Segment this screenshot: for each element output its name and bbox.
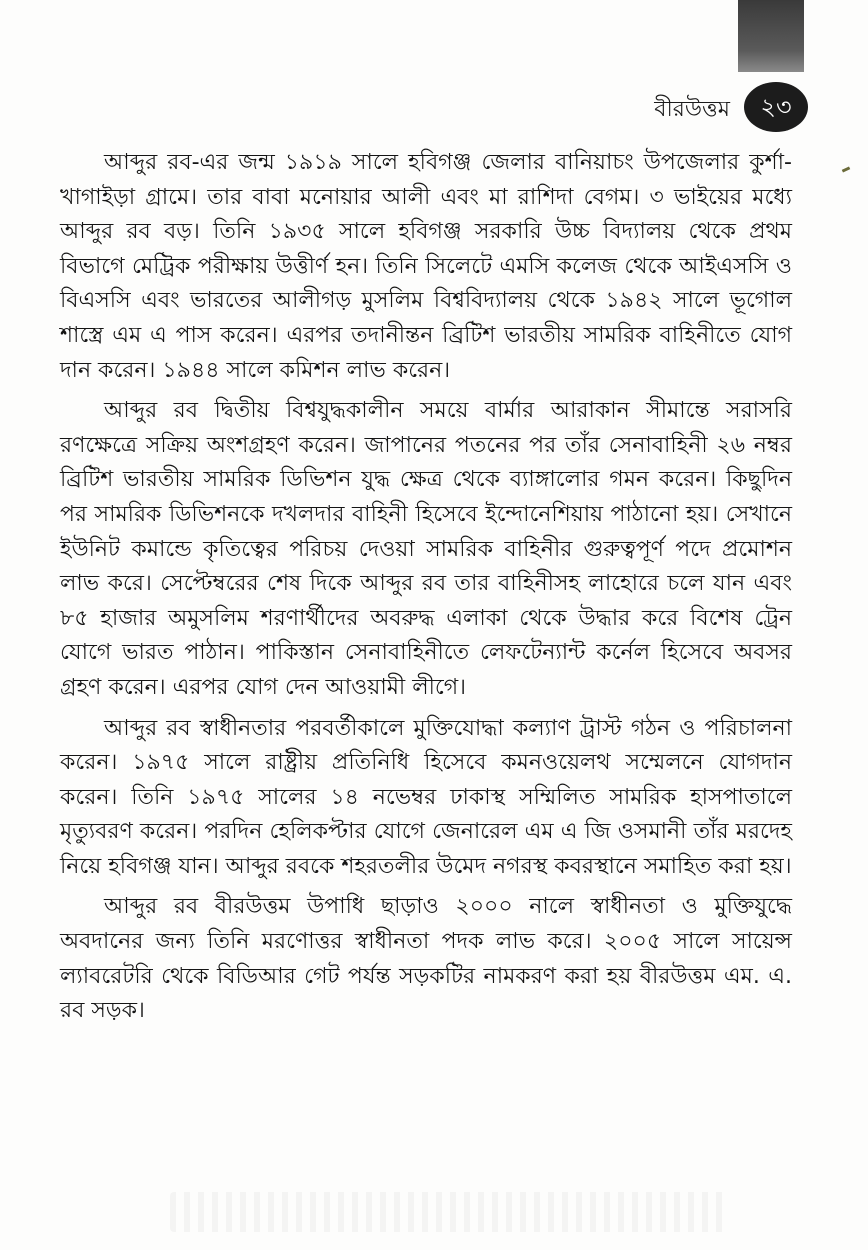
body-text bbox=[60, 146, 792, 1035]
scan-speck bbox=[842, 166, 851, 172]
paragraph-honours: আব্দুর রব বীরউত্তম উপাধি ছাড়াও ২০০০ নালে স্বাধীনতা ও মুক্তিযুদ্ধে অবদানের জন্য তিনি মরণোত্তর স্বাধীনতা পদক লাভ করে। ২০০৫ সালে সায়েন্স ল্যাবরেটরি থেকে বিডিআর গেট পর্যন্ত সড়কটির নামকরণ করা হয় বীরউত্তম এম. এ. রব সড়ক। bbox=[60, 894, 792, 1024]
running-header bbox=[560, 82, 860, 132]
page-edge-tab bbox=[738, 0, 804, 72]
show-through-text bbox=[170, 1192, 730, 1232]
running-title: বীরউত্তম bbox=[654, 97, 730, 122]
paragraph-military-service: আব্দুর রব দ্বিতীয় বিশ্বযুদ্ধকালীন সময়ে বার্মার আরাকান সীমান্তে সরাসরি রণক্ষেত্রে সক্রিয় অংশগ্রহণ করেন। জাপানের পতনের পর তাঁর সেনাবাহিনী ২৬ নম্বর ব্রিটিশ ভারতীয় সামরিক ডিভিশন যুদ্ধ ক্ষেত্র থেকে ব্যাঙ্গালোর গমন করেন। কিছুদিন পর সামরিক ডিভিশনকে দখলদার বাহিনী হিসেবে ইন্দোনেশিয়ায় পাঠানো হয়। সেখানে ইউনিট কমান্ডে কৃতিত্বের পরিচয় দেওয়া সামরিক বাহিনীর গুরুত্বপূর্ণ পদে প্রমোশন লাভ করে। সেপ্টেম্বরের শেষ দিকে আব্দুর রব তার বাহিনীসহ লাহোরে চলে যান এবং ৮৫ হাজার অমুসলিম শরণার্থীদের অবরুদ্ধ এলাকা থেকে উদ্ধার করে বিশেষ ট্রেন যোগে ভারত পাঠান। পাকিস্তান সেনাবাহিনীতে লেফটেন্যান্ট কর্নেল হিসেবে অবসর গ্রহণ করেন। এরপর যোগ দেন আওয়ামী লীগে। bbox=[60, 398, 792, 700]
page-number-badge: ২৩ bbox=[744, 82, 808, 132]
paragraph-post-independence: আব্দুর রব স্বাধীনতার পরবর্তীকালে মুক্তিযোদ্ধা কল্যাণ ট্রাস্ট গঠন ও পরিচালনা করেন। ১৯৭৫ সালে রাষ্ট্রীয় প্রতিনিধি হিসেবে কমনওয়েলথ সম্মেলনে যোগদান করেন। তিনি ১৯৭৫ সালের ১৪ নভেম্বর ঢাকাস্থ সম্মিলিত সামরিক হাসপাতালে মৃত্যুবরণ করেন। পরদিন হেলিকপ্টার যোগে জেনারেল এম এ জি ওসমানী তাঁর মরদেহ নিয়ে হবিগঞ্জ যান। আব্দুর রবকে শহরতলীর উমেদ নগরস্থ কবরস্থানে সমাহিত করা হয়। bbox=[60, 715, 792, 879]
paragraph-birth-education: আব্দুর রব-এর জন্ম ১৯১৯ সালে হবিগঞ্জ জেলার বানিয়াচং উপজেলার কুর্শা-খাগাইড়া গ্রামে। তার বাবা মনোয়ার আলী এবং মা রাশিদা বেগম। ৩ ভাইয়ের মধ্যে আব্দুর রব বড়। তিনি ১৯৩৫ সালে হবিগঞ্জ সরকারি উচ্চ বিদ্যালয় থেকে প্রথম বিভাগে মেট্রিক পরীক্ষায় উত্তীর্ণ হন। তিনি সিলেটে এমসি কলেজ থেকে আইএসসি ও বিএসসি এবং ভারতের আলীগড় মুসলিম বিশ্ববিদ্যালয় থেকে ১৯৪২ সালে ভূগোল শাস্ত্রে এম এ পাস করেন। এরপর তদানীন্তন ব্রিটিশ ভারতীয় সামরিক বাহিনীতে যোগ দান করেন। ১৯৪৪ সালে কমিশন লাভ করেন। bbox=[60, 150, 792, 383]
